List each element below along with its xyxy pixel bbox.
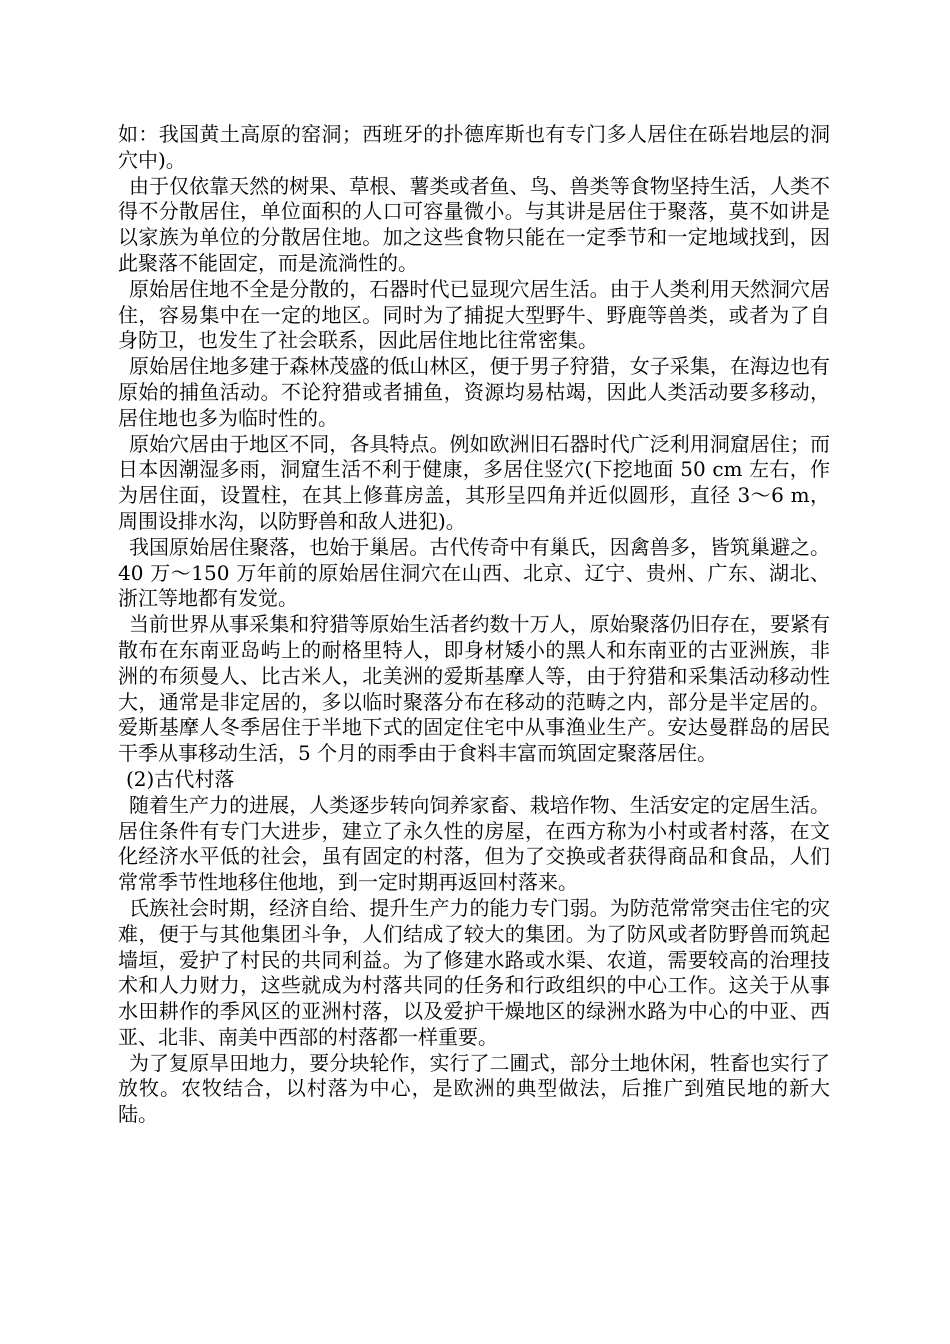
paragraph-forest-settlements: 原始居住地多建于森林茂盛的低山林区，便于男子狩猎，女子采集，在海边也有原始的捕鱼活动。不论狩猎或者捕鱼，资源均易枯竭，因此人类活动要多移动，居住地也多为临时性的。 bbox=[118, 354, 830, 430]
paragraph-cave-dwelling: 原始居住地不全是分散的，石器时代已显现穴居生活。由于人类利用天然洞穴居住，容易集中在一定的地区。同时为了捕捉大型野牛、野鹿等兽类，或者为了自身防卫，也发生了社会联系，因此居住地比往常密集。 bbox=[118, 276, 830, 353]
paragraph-china-nest-dwelling: 我国原始居住聚落，也始于巢居。古代传奇中有巢氏，因禽兽多，皆筑巢避之。40 万～150 万年前的原始居住洞穴在山西、北京、辽宁、贵州、广东、湖北、浙江等地都有发觉。 bbox=[118, 534, 830, 611]
paragraph-cave-examples: 如：我国黄土高原的窑洞；西班牙的扑德库斯也有专门多人居住在砾岩地层的洞穴中)。 bbox=[118, 122, 830, 172]
paragraph-crop-rotation: 为了复原旱田地力，要分块轮作，实行了二圃式，部分土地休闲，牲畜也实行了放牧。农牧结合，以村落为中心，是欧洲的典型做法，后推广到殖民地的新大陆。 bbox=[118, 1050, 830, 1127]
document-body bbox=[118, 122, 830, 1128]
section-heading-ancient-villages: (2)古代村落 bbox=[126, 766, 235, 791]
paragraph-regional-caves: 原始穴居由于地区不同，各具特点。例如欧洲旧石器时代广泛利用洞窟居住；而日本因潮湿多雨，洞窟生活不利于健康，多居住竖穴(下挖地面 50 cm 左右，作为居住面，设置柱，在其上修葺房盖，其形呈四角并近似圆形，直径 3～6 m，周围设排水沟，以防野兽和敌人进犯)。 bbox=[118, 431, 830, 533]
paragraph-dispersed-living: 由于仅依靠天然的树果、草根、薯类或者鱼、鸟、兽类等食物坚持生活，人类不得不分散居住，单位面积的人口可容量微小。与其讲是居住于聚落，莫不如讲是以家族为单位的分散居住地。加之这些食物只能在一定季节和一定地域找到，因此聚落不能固定，而是流淌性的。 bbox=[118, 173, 830, 275]
paragraph-clan-society: 氏族社会时期，经济自给、提升生产力的能力专门弱。为防范常常突击住宅的灾难，便于与其他集团斗争，人们结成了较大的集团。为了防风或者防野兽而筑起墙垣，爱护了村民的共同利益。为了修建水路或水渠、农道，需要较高的治理技术和人力财力，这些就成为村落共同的任务和行政组织的中心工作。这关于从事水田耕作的季风区的亚洲村落，以及爱护干燥地区的绿洲水路为中心的中亚、西亚、北非、南美中西部的村落都一样重要。 bbox=[118, 895, 830, 1049]
paragraph-settled-life: 随着生产力的进展，人类逐步转向饲养家畜、栽培作物、生活安定的定居生活。居住条件有专门大进步，建立了永久性的房屋，在西方称为小村或者村落，在文化经济水平低的社会，虽有固定的村落，但为了交换或者获得商品和食品，人们常常季节性地移住他地，到一定时期再返回村落来。 bbox=[118, 792, 830, 895]
paragraph-modern-primitive: 当前世界从事采集和狩猎等原始生活者约数十万人，原始聚落仍旧存在，要紧有散布在东南亚岛屿上的耐格里特人，即身材矮小的黑人和东南亚的古亚洲族，非洲的布须曼人、比古米人，北美洲的爱斯基摩人等，由于狩猎和采集活动移动性大，通常是非定居的，多以临时聚落分布在移动的范畴之内，部分是半定居的。爱斯基摩人冬季居住于半地下式的固定住宅中从事渔业生产。安达曼群岛的居民干季从事移动生活，5 个月的雨季由于食料丰富而筑固定聚落居住。 bbox=[118, 612, 830, 766]
